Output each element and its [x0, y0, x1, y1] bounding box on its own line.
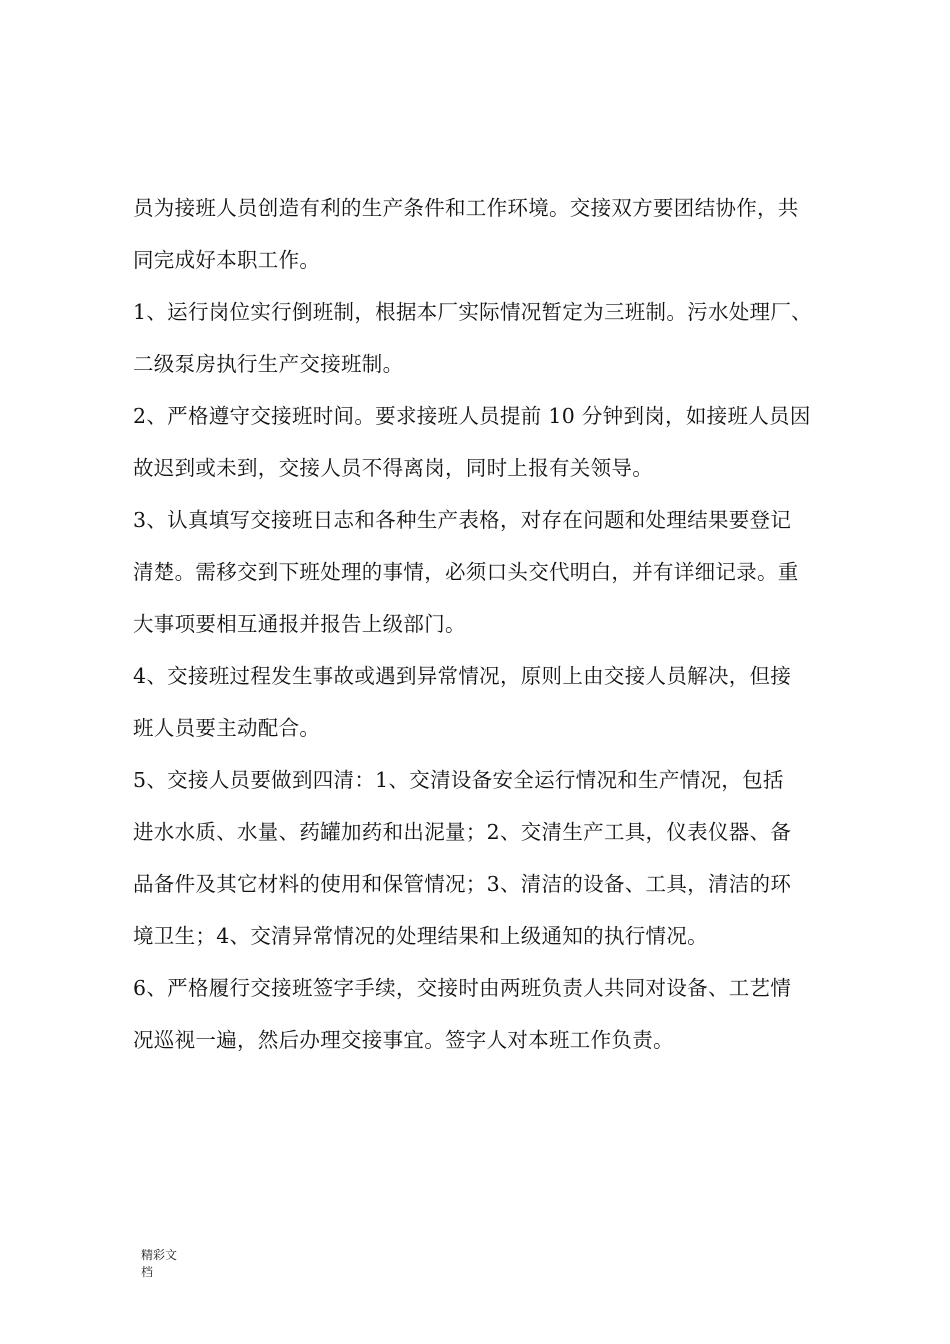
body-text-line: 况巡视一遍，然后办理交接事宜。签字人对本班工作负责。: [133, 1028, 674, 1052]
body-text-line: 进水水质、水量、药罐加药和出泥量；2、交清生产工具，仪表仪器、备: [133, 820, 792, 844]
body-text-line: 员为接班人员创造有利的生产条件和工作环境。交接双方要团结协作，共: [133, 196, 799, 220]
body-text-line: 2、严格遵守交接班时间。要求接班人员提前 10 分钟到岗，如接班人员因: [133, 404, 811, 428]
body-text-line: 故迟到或未到，交接人员不得离岗，同时上报有关领导。: [133, 456, 653, 480]
body-text-line: 大事项要相互通报并报告上级部门。: [133, 612, 466, 636]
page-footer: [141, 1247, 177, 1281]
body-text-line: 3、认真填写交接班日志和各种生产表格，对存在问题和处理结果要登记: [133, 508, 792, 532]
body-text-line: 品备件及其它材料的使用和保管情况；3、清洁的设备、工具，清洁的环: [133, 872, 792, 896]
body-text-line: 清楚。需移交到下班处理的事情，必须口头交代明白，并有详细记录。重: [133, 560, 799, 584]
footer-text-line: 档: [141, 1265, 154, 1279]
body-text-line: 5、交接人员要做到四清：1、交清设备安全运行情况和生产情况，包括: [133, 768, 784, 792]
body-text-line: 1、运行岗位实行倒班制，根据本厂实际情况暂定为三班制。污水处理厂、: [133, 300, 812, 324]
body-text-line: 同完成好本职工作。: [133, 248, 321, 272]
footer-text-line: 精彩文: [141, 1248, 178, 1262]
body-text-line: 境卫生；4、交清异常情况的处理结果和上级通知的执行情况。: [133, 924, 708, 948]
body-text-line: 4、交接班过程发生事故或遇到异常情况，原则上由交接人员解决，但接: [133, 664, 792, 688]
body-text-line: 6、严格履行交接班签字手续，交接时由两班负责人共同对设备、工艺情: [133, 976, 792, 1000]
body-text-line: 二级泵房执行生产交接班制。: [133, 352, 404, 376]
body-text-line: 班人员要主动配合。: [133, 716, 321, 740]
